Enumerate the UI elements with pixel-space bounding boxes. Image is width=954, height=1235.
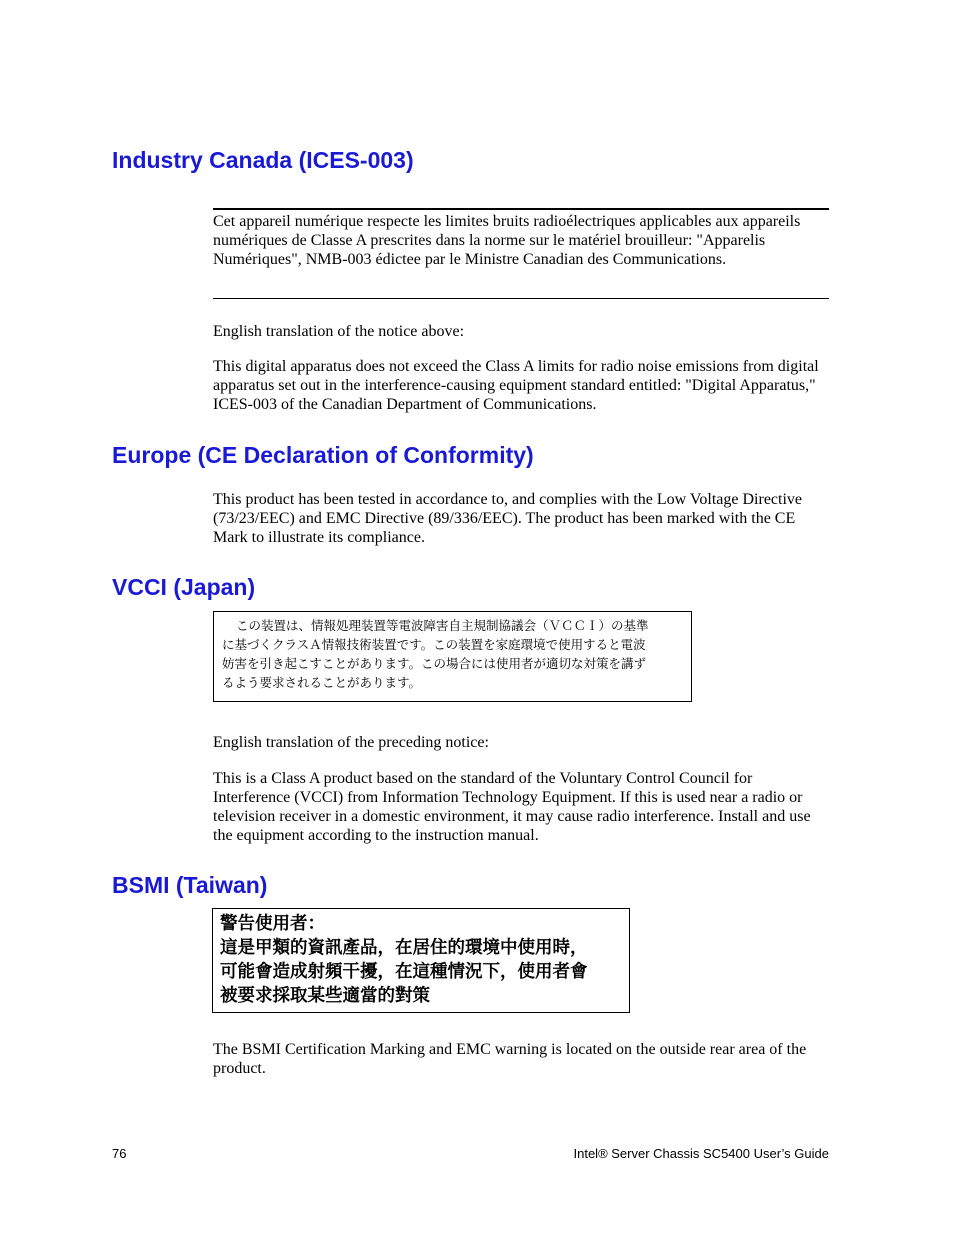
heading-europe-ce: Europe (CE Declaration of Conformity) bbox=[112, 442, 534, 468]
bsmi-notice-line: 警告使用者： bbox=[220, 914, 325, 934]
vcci-notice-line: 妨害を引き起こすことがあります。この場合には使用者が適切な対策を講ず bbox=[222, 656, 647, 671]
europe-body-text: This product has been tested in accordance to, and complies with the Low Voltage Directive (73/23/EEC) and EMC Directive (89/336/EEC). The product has been marked with the CE Mark to illustrate its compliance. bbox=[213, 491, 803, 546]
japan-translation-text: This is a Class A product based on the standard of the Voluntary Control Council for Interference (VCCI) from Information Technology Equipment. If this is used near a radio or television receiver in a domestic environment, it may cause radio interference. Install and use the equipment according to the instruction manual. bbox=[213, 770, 811, 844]
footer-document-title: Intel® Server Chassis SC5400 User’s Guide bbox=[573, 1146, 829, 1161]
canada-translation-text: This digital apparatus does not exceed the Class A limits for radio noise emissions from digital apparatus set out in the interference-causing equipment standard entitled: "Digital Apparatus," ICES-003 of the Canadian Department of Communications. bbox=[213, 358, 819, 413]
heading-bsmi-taiwan: BSMI (Taiwan) bbox=[112, 872, 268, 898]
heading-vcci-japan: VCCI (Japan) bbox=[112, 574, 256, 600]
page-number: 76 bbox=[112, 1146, 127, 1161]
vcci-notice-line: この装置は、情報処理装置等電波障害自主規制協議会（ＶＣＣＩ）の基準 bbox=[236, 618, 649, 633]
vcci-notice-line: るよう要求されることがあります。 bbox=[222, 675, 422, 690]
japan-translation-intro: English translation of the preceding notice: bbox=[213, 734, 489, 751]
vcci-notice-line: に基づくクラスＡ情報技術装置です。この装置を家庭環境で使用すると電波 bbox=[222, 637, 646, 652]
vcci-notice-image bbox=[213, 611, 692, 702]
bsmi-notice-line: 可能會造成射頻干擾，在這種情況下，使用者會 bbox=[220, 962, 588, 982]
bsmi-notice-line: 被要求採取某些適當的對策 bbox=[220, 986, 430, 1006]
notice-top-rule bbox=[213, 208, 829, 210]
notice-bottom-rule bbox=[213, 298, 829, 299]
heading-industry-canada: Industry Canada (ICES-003) bbox=[112, 147, 414, 173]
bsmi-notice-line: 這是甲類的資訊產品，在居住的環境中使用時， bbox=[220, 938, 588, 958]
taiwan-body-text: The BSMI Certification Marking and EMC warning is located on the outside rear area of the product. bbox=[213, 1041, 807, 1077]
canada-translation-intro: English translation of the notice above: bbox=[213, 323, 465, 340]
french-notice-text: Cet appareil numérique respecte les limites bruits radioélectriques applicables aux appareils numériques de Classe A prescrites dans la norme sur le matériel brouilleur: "Apparelis Numériques", NMB-003 édictee par le Ministre Canadian des Communications. bbox=[213, 213, 801, 268]
bsmi-notice-image bbox=[212, 908, 630, 1013]
